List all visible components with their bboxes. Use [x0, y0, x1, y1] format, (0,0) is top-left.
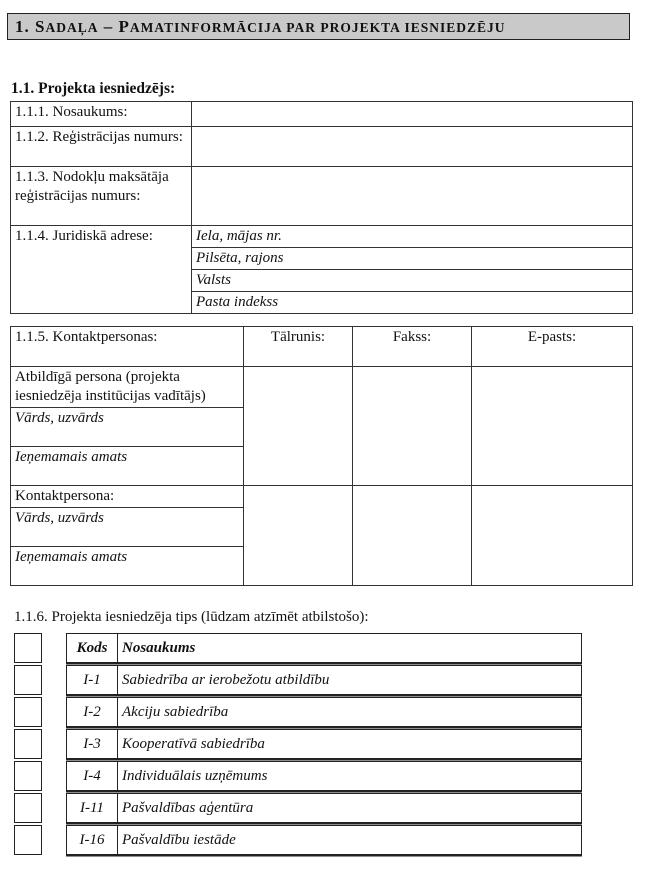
- responsible-phone[interactable]: [244, 367, 353, 486]
- type-checkbox-spacer: [14, 633, 42, 663]
- type-checkbox-i11[interactable]: [14, 793, 42, 823]
- type-name: Pašvaldības aģentūra: [122, 800, 254, 816]
- contact-phone[interactable]: [244, 486, 353, 586]
- type-row: [66, 665, 582, 695]
- address-label: 1.1.4. Juridiskā adrese:: [11, 226, 192, 314]
- type-row: [66, 825, 582, 855]
- type-checkbox-i3[interactable]: [14, 729, 42, 759]
- email-header: E-pasts:: [472, 327, 633, 367]
- responsible-position[interactable]: Ieņemamais amats: [11, 447, 244, 486]
- type-question: 1.1.6. Projekta iesniedzēja tips (lūdzam atzīmēt atbilstošo):: [14, 609, 369, 625]
- address-city[interactable]: Pilsēta, rajons: [192, 248, 633, 270]
- name-label: 1.1.1. Nosaukums:: [11, 102, 192, 127]
- section-dash: – P: [98, 17, 130, 36]
- contact-fax[interactable]: [353, 486, 472, 586]
- applicant-title: 1.1. Projekta iesniedzējs:: [11, 80, 176, 97]
- contact-label: Kontaktpersona:: [11, 486, 244, 508]
- type-row: [66, 697, 582, 727]
- applicant-table: [10, 101, 633, 314]
- type-code: I-3: [67, 730, 118, 758]
- responsible-email[interactable]: [472, 367, 633, 486]
- section-header: [7, 13, 630, 40]
- header-code: Kods: [67, 634, 118, 662]
- type-checkbox-i1[interactable]: [14, 665, 42, 695]
- header-name: Nosaukums: [122, 640, 196, 656]
- type-name: Individuālais uzņēmums: [122, 768, 268, 784]
- type-code: I-11: [67, 794, 118, 822]
- type-checkbox-i2[interactable]: [14, 697, 42, 727]
- phone-header: Tālrunis:: [244, 327, 353, 367]
- type-code: I-4: [67, 762, 118, 790]
- tax-label: 1.1.3. Nodokļu maksātāja reģistrācijas numurs:: [11, 167, 192, 226]
- type-row: [66, 729, 582, 759]
- type-name: Sabiedrība ar ierobežotu atbildību: [122, 672, 330, 688]
- type-row: [66, 761, 582, 791]
- tax-field[interactable]: [192, 167, 633, 226]
- address-country[interactable]: Valsts: [192, 270, 633, 292]
- contact-name[interactable]: Vārds, uzvārds: [11, 508, 244, 547]
- reg-label: 1.1.2. Reģistrācijas numurs:: [11, 127, 192, 167]
- section-number: 1. S: [15, 17, 46, 36]
- section-word1: ADAĻA: [45, 20, 99, 35]
- type-checkbox-i16[interactable]: [14, 825, 42, 855]
- section-title-rest: AMATINFORMĀCIJA PAR PROJEKTA IESNIEDZĒJU: [129, 20, 506, 35]
- address-postcode[interactable]: Pasta indekss: [192, 292, 633, 314]
- contacts-table: [10, 326, 633, 586]
- type-code: I-16: [67, 826, 118, 854]
- reg-field[interactable]: [192, 127, 633, 167]
- contacts-label: 1.1.5. Kontaktpersonas:: [11, 327, 244, 367]
- fax-header: Fakss:: [353, 327, 472, 367]
- responsible-name[interactable]: Vārds, uzvārds: [11, 408, 244, 447]
- address-street[interactable]: Iela, mājas nr.: [192, 226, 633, 248]
- type-name: Kooperatīvā sabiedrība: [122, 736, 265, 752]
- responsible-label: Atbildīgā persona (projekta iesniedzēja institūcijas vadītājs): [11, 367, 244, 408]
- type-checkbox-i4[interactable]: [14, 761, 42, 791]
- type-name: Pašvaldību iestāde: [122, 832, 236, 848]
- name-field[interactable]: [192, 102, 633, 127]
- responsible-fax[interactable]: [353, 367, 472, 486]
- type-code: I-1: [67, 666, 118, 694]
- type-row: [66, 793, 582, 823]
- type-code: I-2: [67, 698, 118, 726]
- type-table-header: [66, 633, 582, 663]
- contact-position[interactable]: Ieņemamais amats: [11, 547, 244, 586]
- type-name: Akciju sabiedrība: [122, 704, 229, 720]
- contact-email[interactable]: [472, 486, 633, 586]
